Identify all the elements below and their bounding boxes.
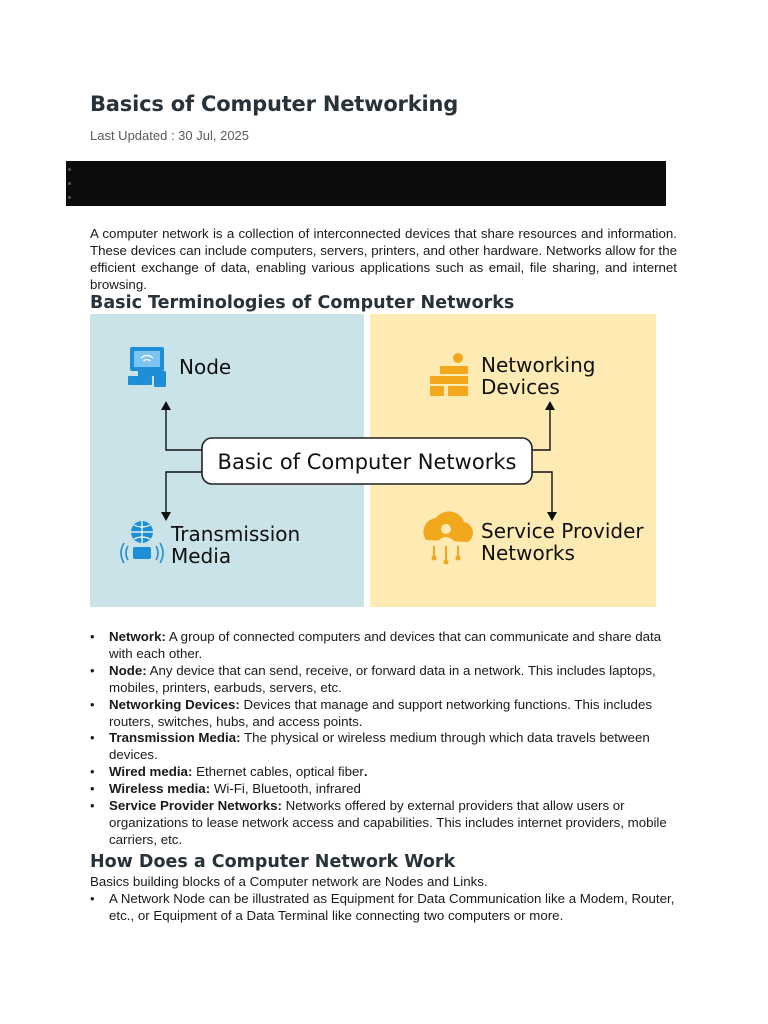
bullet: • — [90, 696, 95, 712]
term-description: A group of connected computers and devices that can communicate and share data with each other. — [109, 629, 662, 661]
terminology-list — [90, 629, 680, 849]
article-title: Basics of Computer Networking — [90, 92, 459, 116]
term-description: The physical or wireless medium through which data travels between devices. — [109, 730, 650, 763]
networking-diagram — [90, 314, 656, 607]
term-tail: . — [363, 764, 368, 780]
term-label: Service Provider Networks: — [109, 798, 282, 814]
bullet: • — [90, 798, 95, 814]
computer-icon — [128, 347, 166, 387]
term-label: Transmission Media: — [109, 730, 241, 746]
intro-paragraph: A computer network is a collection of interconnected devices that share resources and information. These devices can include computers, servers, printers, and other hardware. Networks allow for the efficient exchange of data, enabling various applications such as email, file sharing, and internet browsing. — [90, 226, 677, 292]
term-label: Node: — [109, 662, 147, 678]
term-description: Any device that can send, receive, or forward data in a network. This includes laptops, mobiles, printers, earbuds, servers, etc. — [109, 662, 656, 695]
term-label: Networking Devices: — [109, 696, 240, 712]
term-label: Network: — [109, 629, 166, 644]
banner-bullet — [68, 196, 71, 199]
list-item — [90, 730, 680, 764]
list-item — [90, 629, 680, 663]
networking-devices-label-line2: Devices — [481, 375, 560, 399]
list-item — [90, 891, 680, 925]
node-label: Node — [179, 355, 232, 379]
banner-bullet — [68, 168, 71, 171]
last-updated: Last Updated : 30 Jul, 2025 — [90, 128, 250, 143]
term-description: Networks offered by external providers that allow users or organizations to lease network access and capabilities. This includes internet providers, mobile carriers, etc. — [109, 798, 667, 847]
item-text: A Network Node can be illustrated as Equipment for Data Communication like a Modem, Router, etc., or Equipment of a Data Terminal like connecting two computers or more. — [109, 891, 675, 923]
bullet: • — [90, 764, 95, 780]
bullet: • — [90, 891, 95, 906]
bullet: • — [90, 781, 95, 797]
list-item — [90, 663, 680, 697]
term-description: Ethernet cables, optical fiber — [192, 764, 364, 780]
term-description: Devices that manage and support networking functions. This includes routers, switches, hubs, and access points. — [109, 696, 652, 729]
bullet: • — [90, 662, 95, 678]
list-item — [90, 697, 680, 731]
term-label: Wireless media: — [109, 781, 211, 797]
transmission-label-line2: Media — [171, 544, 232, 568]
term-description: Wi-Fi, Bluetooth, infrared — [210, 781, 361, 797]
section-heading-how-it-works: How Does a Computer Network Work — [90, 852, 456, 872]
banner-bullet — [68, 182, 71, 185]
section-lead: Basics building blocks of a Computer network are Nodes and Links. — [90, 874, 488, 889]
section-heading-terminologies: Basic Terminologies of Computer Networks — [90, 293, 515, 313]
term-label: Wired media: — [109, 764, 193, 780]
list-item — [90, 798, 680, 849]
transmission-label-line1: Transmission — [171, 522, 301, 546]
center-label: Basic of Computer Networks — [217, 450, 517, 474]
networking-devices-label-line1: Networking — [481, 353, 596, 377]
bullet: • — [90, 629, 95, 644]
service-provider-label-line1: Service Provider — [481, 519, 644, 543]
list-item — [90, 781, 680, 798]
dark-banner — [66, 161, 666, 206]
bullet: • — [90, 730, 95, 746]
service-provider-label-line2: Networks — [481, 541, 575, 565]
how-it-works-list — [90, 891, 680, 925]
list-item — [90, 764, 680, 781]
